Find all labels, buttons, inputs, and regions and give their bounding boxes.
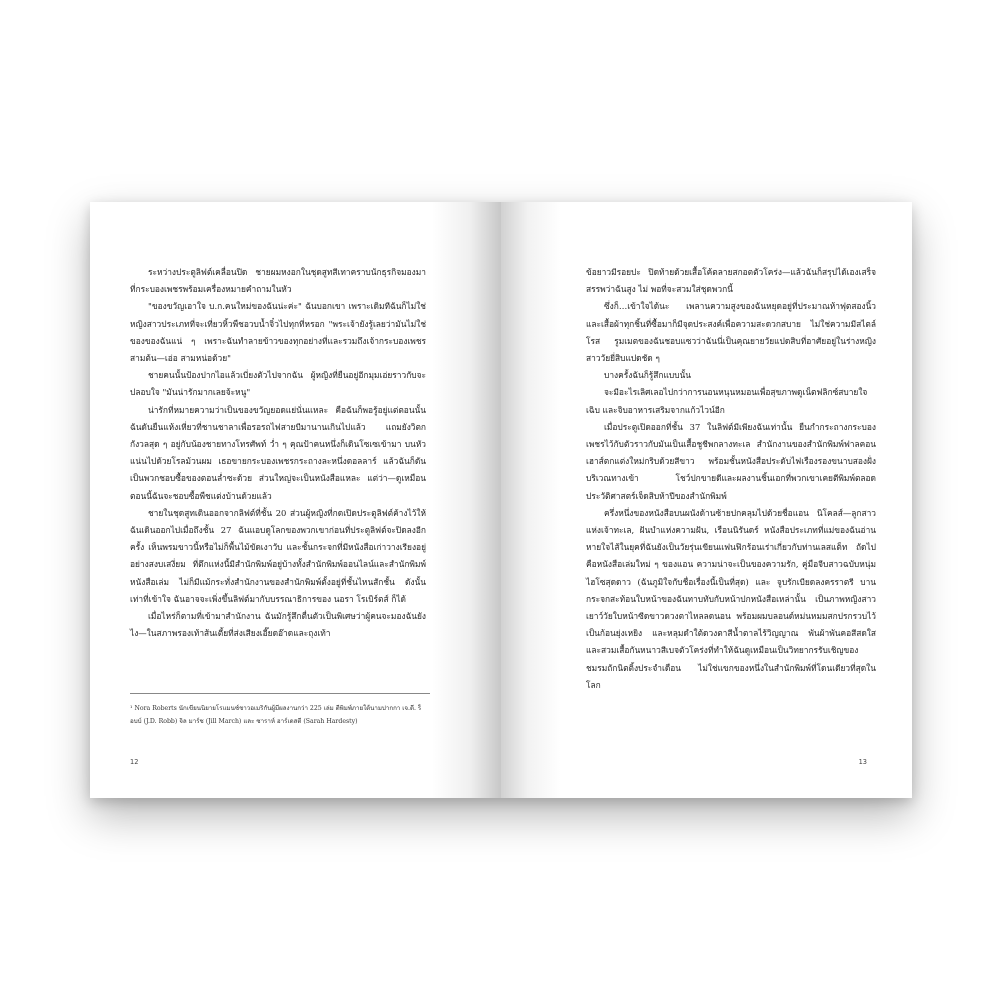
open-book [90, 202, 912, 798]
left-gutter-shadow [431, 202, 501, 798]
right-page-body [586, 264, 876, 694]
paragraph: ครึ่งหนึ่งของหนังสือบนผนังด้านซ้ายปกคลุมไปด้วยชื่อแอน นิโคลส์—ลูกสาวแห่งเจ้าทะเล, ฝันบำแห่งความฝัน, เรือนนิรันดร์ หนังสือประเภทที่แม่ของฉันอ่านหายใจไส้ในยุคที่ฉันยังเป็นวัยรุ่นเขียนแฟนฟิกร้อนเร่าเกี่ยวกับท่านเลสแต็ท ถัดไปคือหนังสือเล่มใหม่ ๆ ของแอน ความน่าจะเป็นของความรัก, คู่มือจีบสาวฉบับหนุ่มไฮโซสุดดาว (ฉันภูมิใจกับชื่อเรื่องนี้เป็นที่สุด) และ จูบรักเบียดลงครราตรี บานกระจกสะท้อนใบหน้าของฉันทาบทับกับหน้าปกหนังสือเหล่านั้น เป็นภาพหญิงสาวเยาว์วัยใบหน้าซีดขาวดวงตาไหลลดนอน พร้อมผมบลอนด์หม่นหมมสกปรกรวบไว้เป็นก้อนยุ่งเหยิง และหลุมดำใต้ดวงตาสีน้ำตาลไร้วิญญาณ พันผ้าพันคอสีสดใสและสวมเสื้อกันหนาวสีเบจตัวโคร่งที่ทำให้ฉันดูเหมือนเป็นวิทยากรรับเชิญของชมรมถักนิตติ้งประจำเดือน ไม่ใช่แขกของหนึ่งในสำนักพิมพ์ที่โดนเดียวที่สุดในโลก [586, 507, 876, 690]
paragraph: "ของขวัญเอาใจ บ.ก.คนใหม่ของฉันน่ะค่ะ" ฉันบอกเขา เพราะเดิมทีฉันก็ไม่ใช่หญิงสาวประเภทที่จะเที่ยวหิ้วพืชอวบน้ำจิ๋วไปทุกที่หรอก "พระเจ้ายังรู้เลยว่ามันไม่ใช่ของของฉันแน่ ๆ เพราะฉันทำลายข้าวของทุกอย่างที่และรวมถึงเจ้ากระบองเพชรสามต้น—เอ่อ สามหน่อด้วย" [130, 301, 426, 364]
page-number: 12 [130, 758, 139, 766]
left-page-body [130, 264, 426, 642]
paragraph: ชายคนนั้นป้องปากไอแล้วเบี่ยงตัวไปจากฉัน ผู้หญิงที่ยืนอยู่อีกมุมเอ่ยราวกับจะปลอบใจ "มันน่ารักมากเลยจ้ะหนู" [130, 370, 426, 398]
right-page [501, 202, 912, 798]
paragraph: ข้อยาวมีรอยปะ ปิดท้ายด้วยเสื้อโค้ตลายสกอตตัวโคร่ง—แล้วฉันก็สรุปได้เองเสร็จสรรพว่าฉันสูง ไม่ พอที่จะสวมใส่ชุดพวกนี้ [586, 267, 876, 295]
paragraph: บางครั้งฉันก็รู้สึกแบบนั้น [604, 370, 691, 381]
paragraph: ซึ่งก็…เข้าใจได้นะ เพลานความสูงของฉันหยุดอยู่ที่ประมาณห้าฟุตสองนิ้ว และเสื้อผ้าทุกชิ้นที่ซื้อมาก็มีจุดประสงค์เพื่อความสะดวกสบาย ไม่ใช่ความมีสไตล์ โรส รูมเมตของฉันชอบแซวว่าฉันนี่เป็นคุณยายวัยแปดสิบที่อาศัยอยู่ในร่างหญิงสาววัยยี่สิบแปดชัด ๆ [586, 301, 876, 364]
paragraph: ชายในชุดสูทเดินออกจากลิฟต์ที่ชั้น 20 ส่วนผู้หญิงที่กดเปิดประตูลิฟต์ค้างไว้ให้ฉันเดินออกไปเมื่อถึงชั้น 27 ฉันแอบดูโลกของพวกเขาก่อนที่ประตูลิฟต์จะปิดลงอีกครั้ง เห็นพรมขาวนี้หรือไม่ก็พื้นไม้ขัดเงาวับ และชั้นกระจกที่มีหนังสือเก่าวางเรียงอยู่อย่างสงบเสงี่ยม ที่ตึกแห่งนี้มีสำนักพิมพ์อยู่บ้างทั้งสำนักพิมพ์ออนไลน์และสำนักพิมพ์หนังสือเล่ม ไม่ก็มีแม้กระทั่งสำนักงานของสำนักพิมพ์ตั้งอยู่ที่ชั้นไหนสักชั้น ดังนั้น เท่าที่เข้าใจ ฉันอาจจะเพิ่งขึ้นลิฟต์มากับบรรณาธิการของ นอรา โรเบิร์ตส์ ก็ได้ [130, 507, 426, 604]
page-number: 13 [858, 758, 867, 766]
paragraph: เมื่อไหร่ก็ตามที่เข้ามาสำนักงาน ฉันมักรู้สึกตื่นตัวเป็นพิเศษว่าผู้คนจะมองฉันยังไง—ในสภาพรองเท้าส้นเตี้ยที่ส่งเสียงเอี๊ยดอ๊าดและถุงเท้า [130, 611, 426, 639]
right-gutter-shadow [501, 202, 561, 798]
paragraph: ระหว่างประตูลิฟต์เคลื่อนปิด ชายผมหงอกในชุดสูทสีเทาคราบนักธุรกิจมองมาที่กระบองเพชรพร้อมเครื่องหมายคำถามในหัว [130, 267, 426, 295]
paragraph: น่ารักที่หมายความว่าเป็นของขวัญยอดแย่นั่นแหละ คือฉันก็พอรู้อยู่แต่ตอนนั้นฉันดันยืนแห้งเหี่ยวที่ชานชาลาเพื่อรอรถไฟสายบีมานานเกินไปแล้ว แถมยังวิตกกังวลสุด ๆ อยู่กับน้องชายทางโทรศัพท์ ว่ำ ๆ คุณป้าคนหนึ่งก็เดินโซเซเข้ามา บนหัวแน่นไปด้วยโรลม้วนผม เธอขายกระบองเพชรกระถางละหนึ่งดอลลาร์ แล้วฉันก็ดันเป็นพวกชอบซื้อของตอนล่ำซะด้วย ส่วนใหญ่จะเป็นหนังสือแหละ แต่ว่า—ดูเหมือนตอนนี้ฉันจะชอบซื้อพืชแต่งบ้านด้วยแล้ว [130, 404, 426, 501]
footnote-divider [130, 693, 430, 694]
paragraph: เมื่อประตูเปิดออกที่ชั้น 37 ในลิฟต์มีเพียงฉันเท่านั้น ยืนกำกระถางกระบองเพชรไว้กับตัวราวกับมันเป็นเสื้อชูชีพกลางทะเล สำนักงานของสำนักพิมพ์ฟาลคอนเฮาส์ตกแต่งใหม่กริบด้วยสีขาว พร้อมชั้นหนังสือประดับไฟเรืองรองขนาบสองฝั่งบริเวณทางเข้า โชว์ปกขายดีและผลงานชิ้นเอกที่พวกเขาเคยตีพิมพ์ตลอดประวัติศาสตร์เจ็ดสิบห้าปีของสำนักพิมพ์ [586, 421, 876, 501]
paragraph: จะมีอะไรเลิศเลอไปกว่าการนอนหนุนหมอนเพื่อสุขภาพดูเน็ตฟลิกซ์สบายใจเฉิบ และจิบอาหารเสริมจากแก้วไวน์อีก [586, 387, 868, 415]
footnote: ¹ Nora Roberts นักเขียนนิยายโรแมนซ์ชาวอเมริกันผู้มีผลงานกว่า 225 เล่ม ตีพิมพ์ภายใต้นามปากกา เจ.ดี. ร็อบบ์ (J.D. Robb) จิล มาร์ช (Jill March) และ ซาราห์ ฮาร์เดสตี (Sarah Hardesty) [130, 705, 422, 726]
left-page [90, 202, 501, 798]
